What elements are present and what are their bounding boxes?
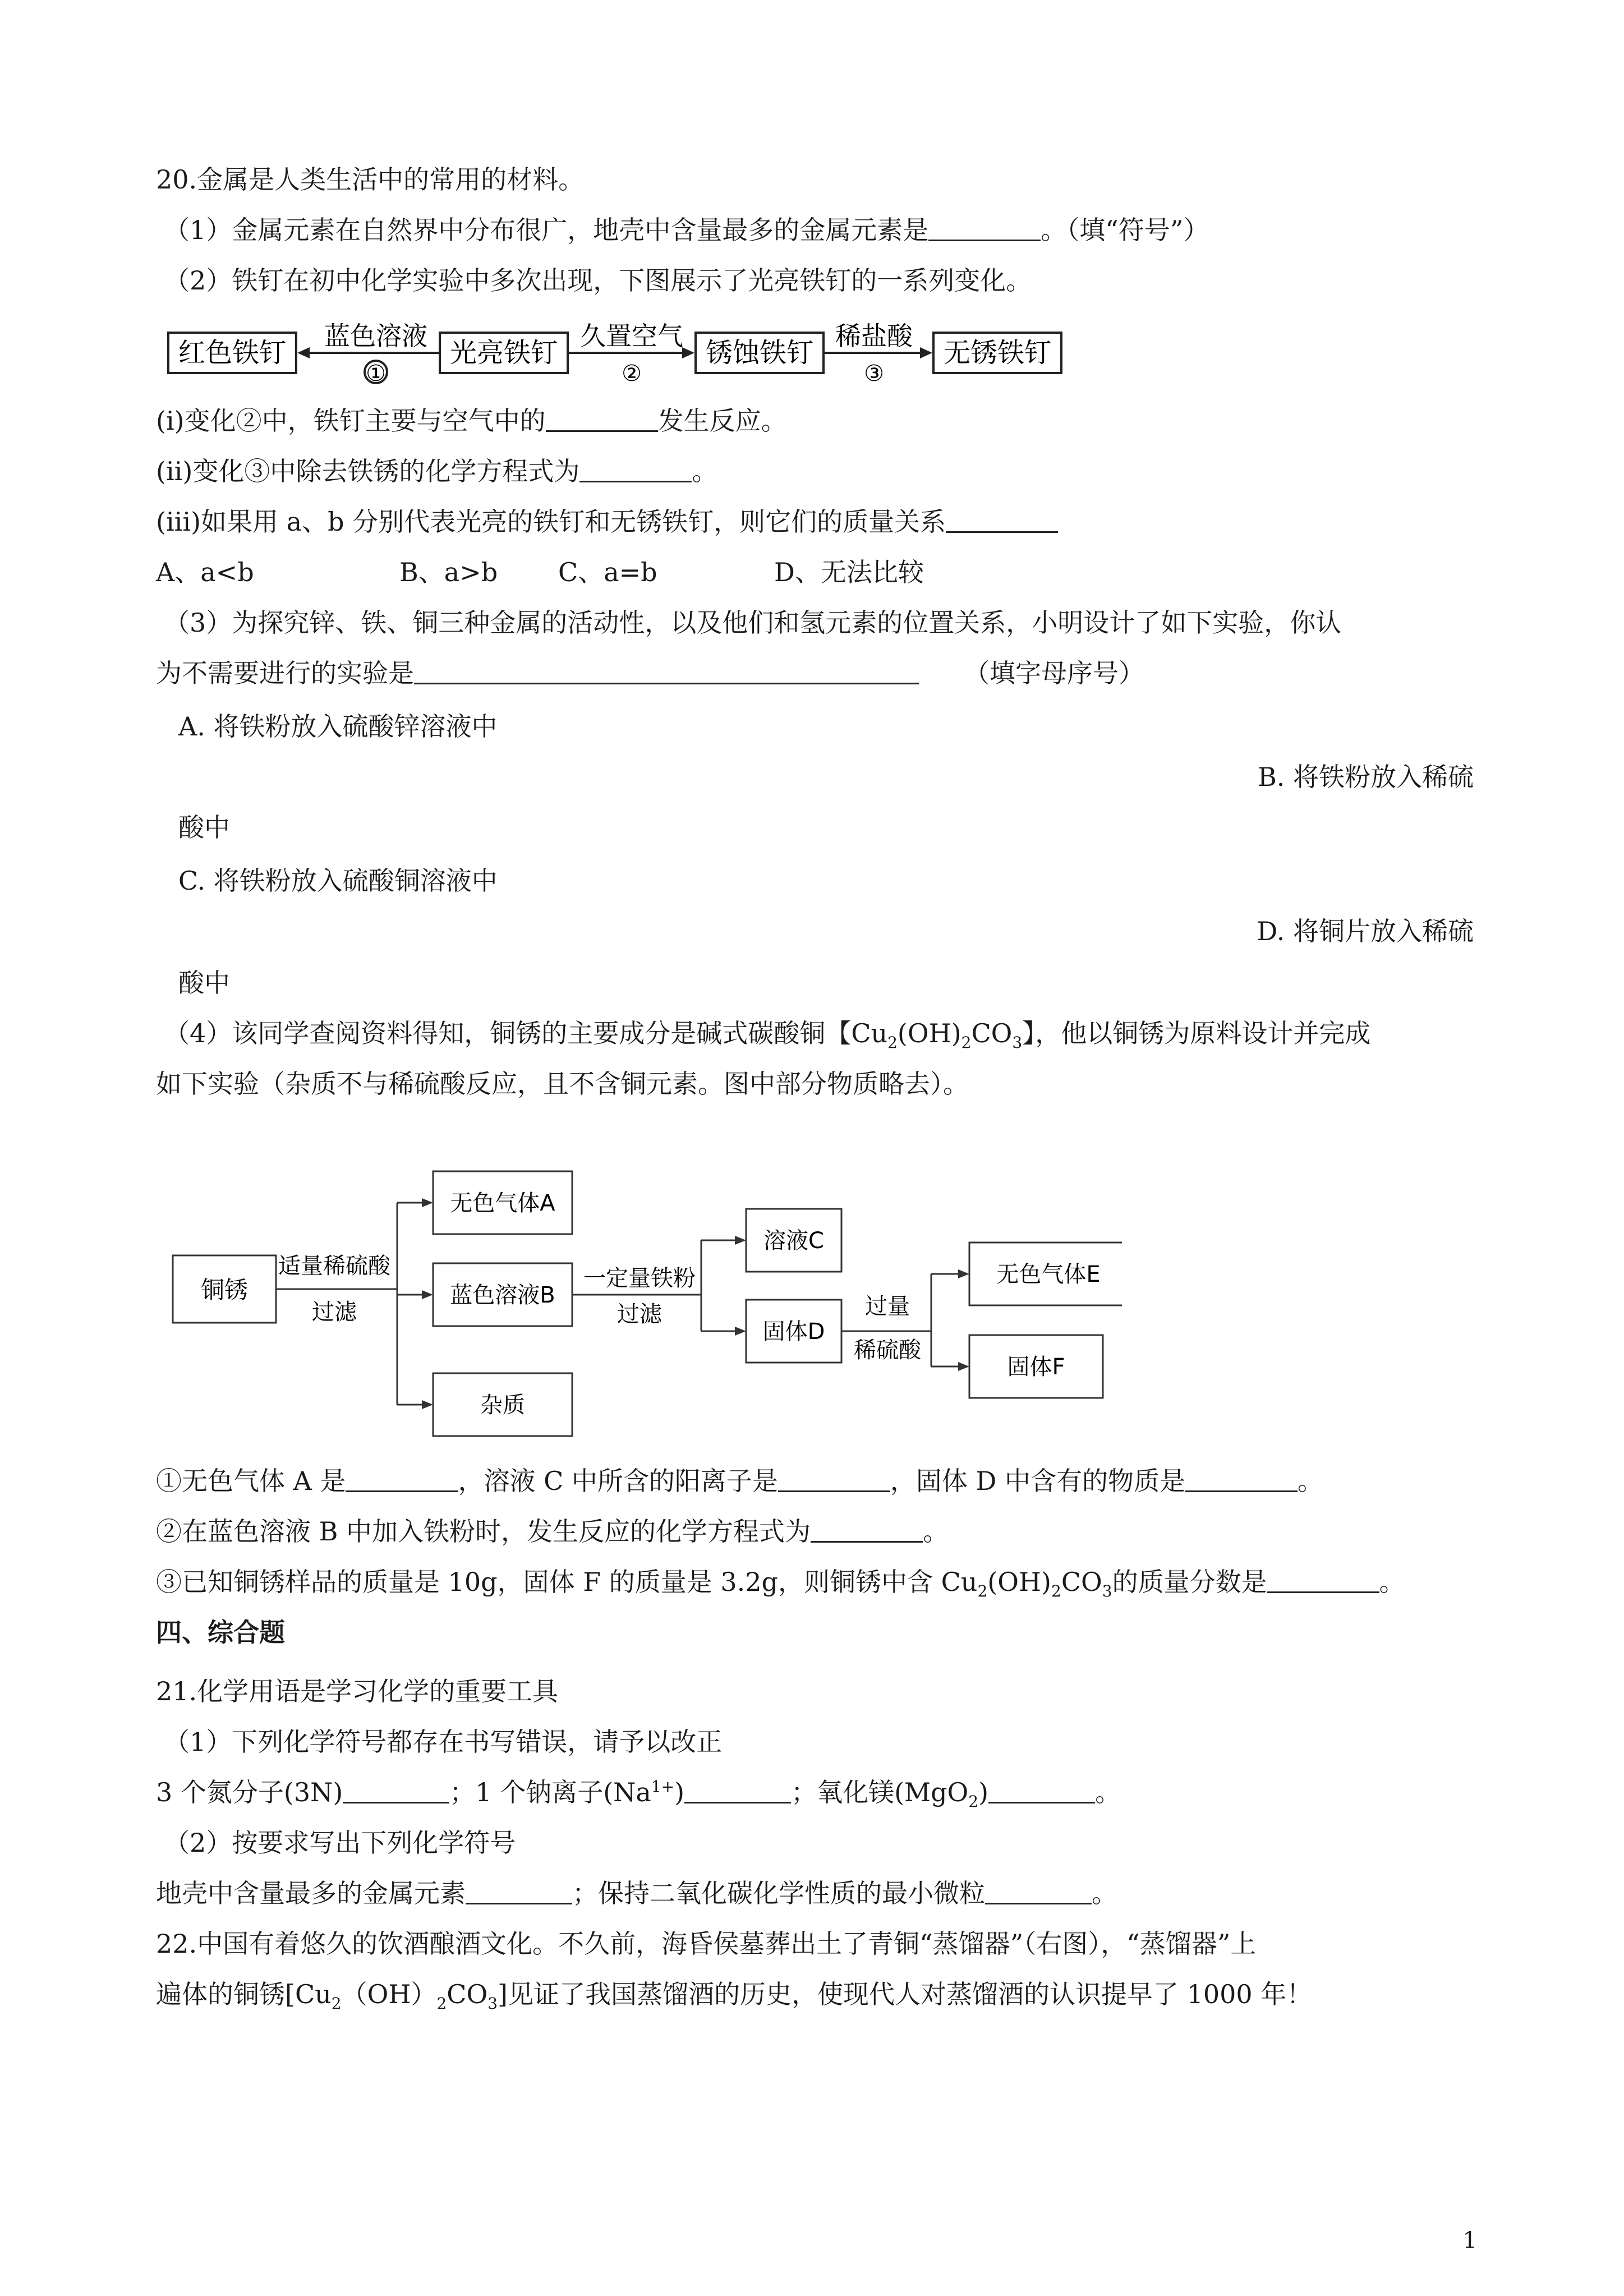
q20-part4-line2: 如下实验（杂质不与稀硫酸反应，且不含铜元素。图中部分物质略去）。 [156, 1069, 969, 1099]
answer-blank[interactable] [1185, 1468, 1298, 1492]
option-c[interactable]: C、a=b [558, 557, 657, 587]
q20-part4-text: （4）该同学查阅资料得知，铜锈的主要成分是碱式碳酸铜【Cu [164, 1018, 888, 1048]
arrow3-label: 稀盐酸 [835, 321, 913, 351]
formula-sub: 2 [436, 1994, 447, 2013]
q21-line1-tail: 。 [1095, 1777, 1121, 1807]
q20-item1-text2: ，溶液 C 中所含的阳离子是 [458, 1466, 778, 1496]
formula-sub: 3 [487, 1994, 498, 2013]
answer-blank[interactable] [985, 1880, 1092, 1904]
q20-part3-text: 为不需要进行的实验是 [156, 658, 414, 688]
box-solution-c: 溶液C [763, 1228, 824, 1254]
answer-blank[interactable] [343, 1779, 449, 1803]
box-copper-rust: 铜锈 [200, 1276, 249, 1304]
experiment-b: B. 将铁粉放入稀硫 [1257, 762, 1474, 792]
box-solid-d: 固体D [762, 1319, 825, 1345]
q22-line2-tail: ]见证了我国蒸馏酒的历史，使现代人对蒸馏酒的认识提早了 1000 年！ [498, 1979, 1313, 2009]
formula-part: (OH) [987, 1567, 1051, 1597]
formula-part: CO [971, 1018, 1013, 1048]
arrow2-top-label: 一定量铁粉 [583, 1266, 696, 1291]
q21-line1 [156, 1775, 1121, 1809]
arrow1-label: 蓝色溶液 [324, 321, 427, 351]
q20-item2-tail: 。 [923, 1516, 949, 1547]
q21-line2-text: 地壳中含量最多的金属元素 [156, 1878, 466, 1908]
experiment-a: A. 将铁粉放入硫酸锌溶液中 [178, 711, 498, 742]
option-a[interactable]: A、a<b [156, 557, 254, 587]
q20-part1-text: （1）金属元素在自然界中分布很广，地壳中含量最多的金属元素是 [164, 215, 929, 245]
answer-blank[interactable] [684, 1779, 791, 1803]
arrow3-number: ③ [864, 361, 884, 386]
answer-blank[interactable] [466, 1880, 572, 1904]
option-b[interactable]: B、a>b [399, 557, 498, 587]
answer-blank[interactable] [1267, 1569, 1379, 1593]
answer-blank[interactable] [928, 217, 1041, 241]
q20-item3-text: ③已知铜锈样品的质量是 10g，固体 F 的质量是 3.2g，则铜锈中含 Cu [156, 1567, 978, 1597]
q20-sub-i [156, 404, 787, 438]
formula-sub: 2 [1051, 1582, 1061, 1601]
q20-part3-line2 [156, 656, 1144, 690]
answer-blank[interactable] [579, 458, 692, 482]
q20-part3-tail: （填字母序号） [964, 658, 1144, 688]
q20-part4-line1 [164, 1016, 1370, 1050]
experiment-d: D. 将铜片放入稀硫 [1257, 916, 1474, 946]
answer-blank[interactable] [946, 509, 1058, 533]
box-gas-e: 无色气体E [996, 1262, 1101, 1287]
q21-line2-text2: ；保持二氧化碳化学性质的最小微粒 [572, 1878, 985, 1908]
q21-line2 [156, 1876, 1117, 1910]
arrow2-number: ② [622, 361, 642, 386]
q20-part4-tail: 】，他以铜锈为原料设计并完成 [1022, 1018, 1371, 1048]
answer-blank[interactable] [414, 660, 919, 684]
formula-sub: 2 [331, 1994, 342, 2013]
q20-title: 20.金属是人类生活中的常用的材料。 [156, 164, 585, 195]
formula-sub: 2 [968, 1792, 979, 1811]
arrow1-number: ① [366, 361, 386, 386]
box-solid-f: 固体F [1007, 1354, 1065, 1380]
q21-line1-paren: ) [674, 1777, 685, 1807]
q20-item2 [156, 1515, 949, 1548]
q20-item2-text: ②在蓝色溶液 B 中加入铁粉时，发生反应的化学方程式为 [156, 1516, 811, 1547]
q21-line1-text2: ；1 个钠离子(Na [449, 1777, 651, 1807]
charge-sup: 1+ [651, 1777, 675, 1796]
formula-sub: 3 [1102, 1582, 1112, 1601]
q20-sub-iii [156, 505, 1058, 539]
copper-rust-flowchart [168, 1167, 1122, 1447]
experiment-d-cont: 酸中 [178, 968, 230, 998]
experiment-b-cont: 酸中 [178, 812, 230, 843]
box-gas-a: 无色气体A [450, 1190, 555, 1216]
page-number: 1 [1462, 2228, 1477, 2253]
formula-part: CO [447, 1979, 488, 2009]
arrow1-top-label: 适量稀硫酸 [278, 1253, 390, 1279]
formula-part: CO [1061, 1567, 1102, 1597]
arrow2-label: 久置空气 [580, 321, 683, 351]
formula-sub: 2 [887, 1033, 898, 1052]
q20-item3-tail: 。 [1379, 1567, 1405, 1597]
arrow1-bottom-label: 过滤 [312, 1299, 357, 1325]
q21-title: 21.化学用语是学习化学的重要工具 [156, 1676, 559, 1706]
q21-line1-text3: ；氧化镁(MgO [791, 1777, 969, 1807]
option-d[interactable]: D、无法比较 [774, 557, 924, 587]
arrow3-top-label: 过量 [865, 1294, 910, 1319]
formula-sub: 3 [1012, 1033, 1023, 1052]
q20-part3-line1: （3）为探究锌、铁、铜三种金属的活动性，以及他们和氢元素的位置关系，小明设计了如下实验，你认 [164, 608, 1342, 638]
q20-part2: （2）铁钉在初中化学实验中多次出现，下图展示了光亮铁钉的一系列变化。 [164, 265, 1032, 296]
arrow2-bottom-label: 过滤 [617, 1301, 662, 1327]
box-rusted-nail: 锈蚀铁钉 [705, 337, 814, 369]
q21-part1: （1）下列化学符号都存在书写错误，请予以改正 [164, 1727, 723, 1757]
q20-part1-tail: 。（填“符号”） [1041, 215, 1209, 245]
q20-item3-text2: 的质量分数是 [1112, 1567, 1267, 1597]
q20-item1 [156, 1464, 1323, 1498]
answer-blank[interactable] [778, 1468, 890, 1492]
experiment-c: C. 将铁粉放入硫酸铜溶液中 [178, 866, 498, 896]
box-shiny-nail: 光亮铁钉 [449, 337, 558, 369]
formula-part: （OH） [341, 1979, 437, 2009]
answer-blank[interactable] [988, 1779, 1095, 1803]
answer-blank[interactable] [811, 1519, 923, 1543]
nail-change-diagram [166, 311, 1064, 390]
q20-sub-iii-text: (ⅲ)如果用 a、b 分别代表光亮的铁钉和无锈铁钉，则它们的质量关系 [156, 507, 946, 537]
q20-sub-i-tail: 发生反应。 [657, 406, 787, 436]
q20-item1-text3: ，固体 D 中含有的物质是 [890, 1466, 1186, 1496]
q21-line2-tail: 。 [1092, 1878, 1117, 1908]
q20-item3 [156, 1565, 1405, 1599]
q20-sub-i-text: (ⅰ)变化②中，铁钉主要与空气中的 [156, 406, 546, 436]
q20-item1-tail: 。 [1298, 1466, 1324, 1496]
q22-line1: 22.中国有着悠久的饮酒酿酒文化。不久前，海昏侯墓葬出土了青铜“蒸馏器”（右图），“蒸馏器”上 [156, 1929, 1257, 1959]
formula-sub: 2 [961, 1033, 972, 1052]
answer-blank[interactable] [546, 408, 658, 432]
q20-sub-ii-tail: 。 [692, 456, 718, 486]
arrow3-bottom-label: 稀硫酸 [854, 1337, 921, 1363]
box-red-nail: 红色铁钉 [178, 337, 287, 369]
formula-sub: 2 [977, 1582, 988, 1601]
answer-blank[interactable] [346, 1468, 458, 1492]
q20-sub-ii [156, 454, 717, 488]
q20-sub-ii-text: (ⅱ)变化③中除去铁锈的化学方程式为 [156, 456, 580, 486]
formula-part: (OH) [897, 1018, 961, 1048]
q21-line1-text: 3 个氮分子(3N) [156, 1777, 343, 1807]
box-impurity: 杂质 [480, 1392, 525, 1418]
box-clean-nail: 无锈铁钉 [943, 337, 1052, 369]
q20-part1 [164, 213, 1209, 247]
q20-item1-text: ①无色气体 A 是 [156, 1466, 346, 1496]
q21-line1-paren2: ) [978, 1777, 989, 1807]
q21-part2: （2）按要求写出下列化学符号 [164, 1828, 516, 1858]
section-heading: 四、综合题 [156, 1617, 285, 1648]
box-solution-b: 蓝色溶液B [450, 1282, 555, 1308]
q22-line2 [156, 1977, 1312, 2011]
q22-line2-text: 遍体的铜锈[Cu [156, 1979, 332, 2009]
